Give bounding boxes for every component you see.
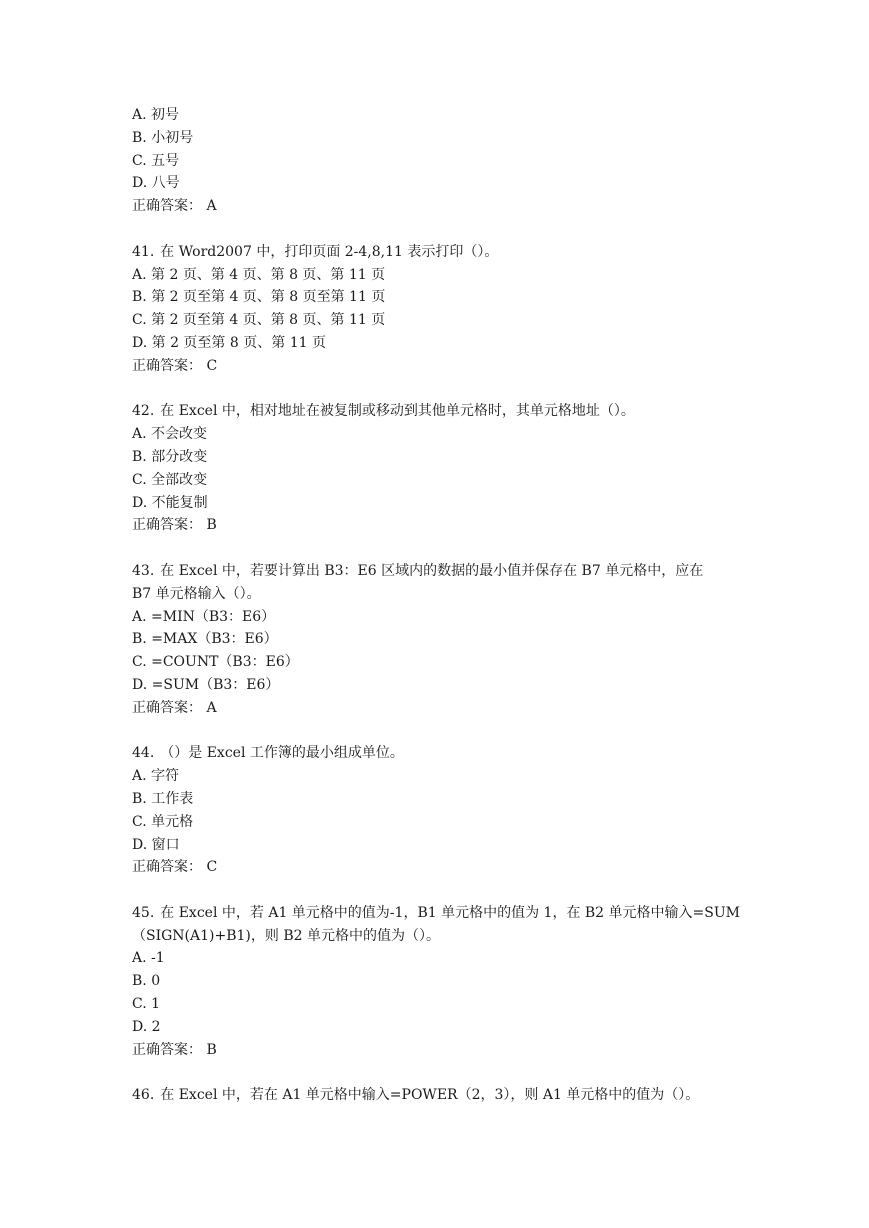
correct-answer: 正确答案： C xyxy=(132,859,218,876)
question-text xyxy=(132,400,752,423)
correct-answer: 正确答案： A xyxy=(132,198,217,215)
option-d: D. 八号 xyxy=(132,175,180,192)
question-text-line-2: （SIGN(A1)+B1)，则 B2 单元格中的值为（）。 xyxy=(132,927,440,944)
question-42 xyxy=(132,400,752,537)
option-a: A. 第 2 页、第 4 页、第 8 页、第 11 页 xyxy=(132,266,386,283)
option-b: B. 工作表 xyxy=(132,790,194,807)
option-c: C. 第 2 页至第 4 页、第 8 页、第 11 页 xyxy=(132,312,386,329)
question-40-tail xyxy=(132,104,752,218)
spacer xyxy=(132,1061,752,1084)
option-c: C. 单元格 xyxy=(132,813,194,830)
correct-answer: 正确答案： A xyxy=(132,699,217,716)
spacer xyxy=(132,218,752,241)
option-b: B. 小初号 xyxy=(132,129,194,146)
question-text xyxy=(132,1084,752,1107)
question-43 xyxy=(132,560,752,720)
option-c: C. 1 xyxy=(132,996,161,1013)
option-b: B. 0 xyxy=(132,973,161,990)
option-d: D. 2 xyxy=(132,1018,161,1035)
question-stem: 在 Excel 中，若在 A1 单元格中输入=POWER（2，3），则 A1 单元格中的值为（）。 xyxy=(160,1087,700,1104)
option-b: B. =MAX（B3：E6） xyxy=(132,631,278,648)
question-stem: 在 Excel 中，若要计算出 B3：E6 区域内的数据的最小值并保存在 B7 单元格中，应在 xyxy=(160,562,704,579)
option-b: B. 部分改变 xyxy=(132,448,208,465)
question-number: 41. xyxy=(132,243,155,260)
question-number: 44. xyxy=(132,745,155,762)
option-b: B. 第 2 页至第 4 页、第 8 页至第 11 页 xyxy=(132,289,386,306)
option-c: C. 全部改变 xyxy=(132,471,208,488)
question-text-line-1 xyxy=(132,560,752,583)
spacer xyxy=(132,537,752,560)
option-a: A. 不会改变 xyxy=(132,426,208,443)
question-text-line-1 xyxy=(132,902,752,925)
option-a: A. 初号 xyxy=(132,107,180,123)
option-a: A. 字符 xyxy=(132,768,180,785)
correct-answer: 正确答案： B xyxy=(132,517,217,534)
spacer xyxy=(132,879,752,902)
question-stem: 在 Word2007 中，打印页面 2-4,8,11 表示打印（）。 xyxy=(160,243,499,260)
option-d: D. 不能复制 xyxy=(132,494,208,511)
option-c: C. =COUNT（B3：E6） xyxy=(132,654,299,671)
question-stem: 在 Excel 中，若 A1 单元格中的值为-1，B1 单元格中的值为 1，在 B2 单元格中输入=SUM xyxy=(160,904,740,921)
question-number: 42. xyxy=(132,403,155,420)
option-a: A. =MIN（B3：E6） xyxy=(132,608,276,625)
question-text-line-2: B7 单元格输入（）。 xyxy=(132,585,261,602)
question-46 xyxy=(132,1084,752,1107)
question-text xyxy=(132,742,752,765)
spacer xyxy=(132,720,752,743)
option-d: D. 窗口 xyxy=(132,836,180,853)
option-d: D. 第 2 页至第 8 页、第 11 页 xyxy=(132,334,326,351)
document-page xyxy=(132,104,752,1107)
question-stem: 在 Excel 中，相对地址在被复制或移动到其他单元格时，其单元格地址（）。 xyxy=(160,403,635,420)
option-d: D. =SUM（B3：E6） xyxy=(132,676,280,693)
question-44 xyxy=(132,742,752,879)
option-c: C. 五号 xyxy=(132,152,180,169)
option-a: A. -1 xyxy=(132,950,165,967)
question-number: 43. xyxy=(132,562,155,579)
correct-answer: 正确答案： C xyxy=(132,357,218,374)
question-number: 46. xyxy=(132,1087,155,1104)
correct-answer: 正确答案： B xyxy=(132,1041,217,1058)
spacer xyxy=(132,378,752,401)
question-text xyxy=(132,241,752,264)
question-number: 45. xyxy=(132,904,155,921)
question-stem: （）是 Excel 工作簿的最小组成单位。 xyxy=(160,745,404,762)
question-45 xyxy=(132,902,752,1062)
question-41 xyxy=(132,241,752,378)
